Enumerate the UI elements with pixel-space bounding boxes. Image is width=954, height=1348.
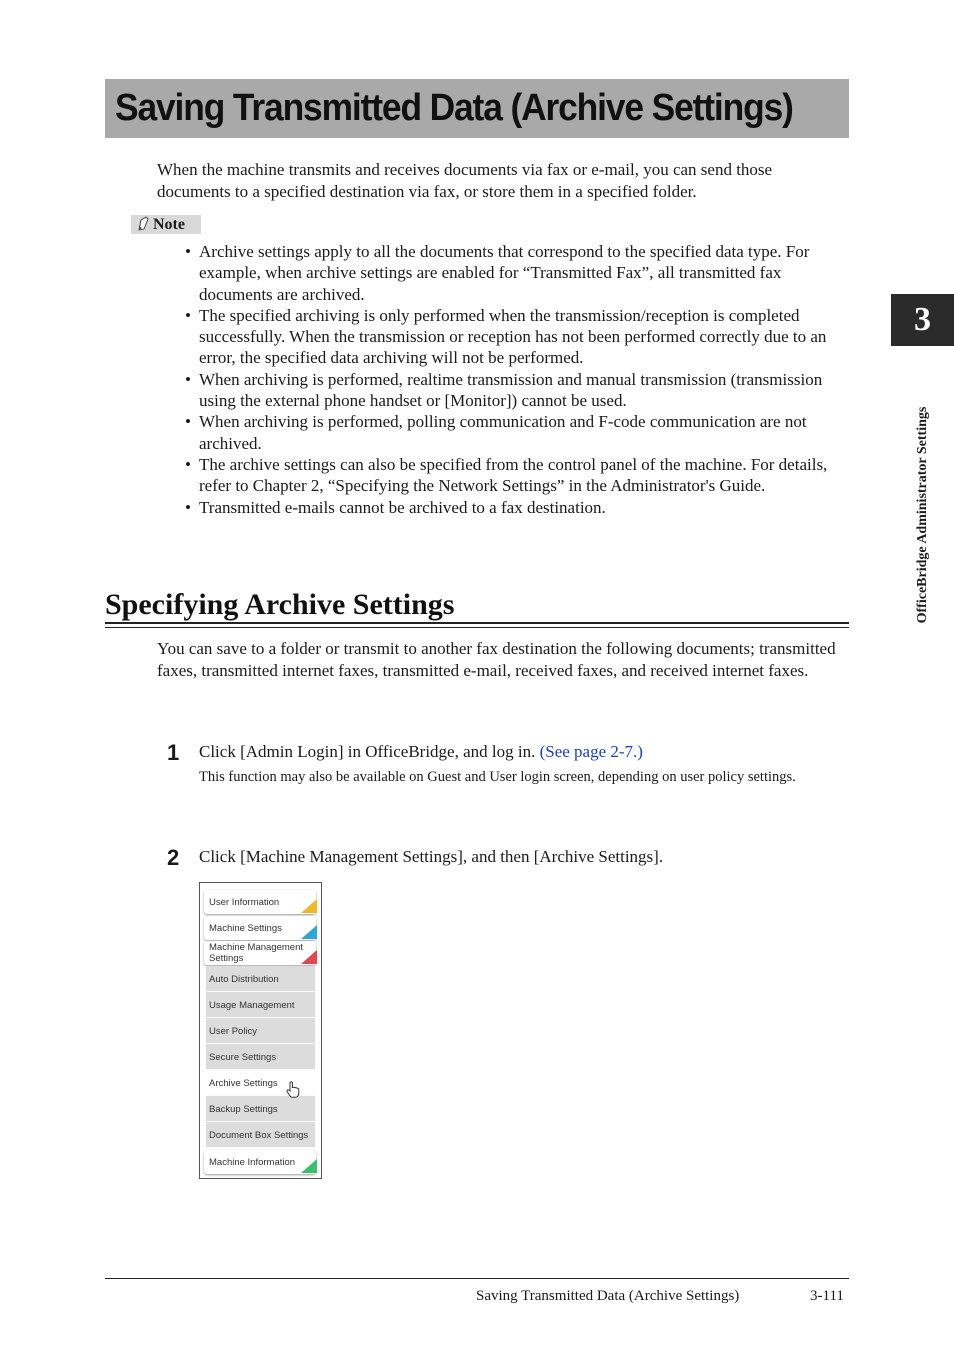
menu-item-machine-information[interactable]: Machine Information: [204, 1150, 316, 1174]
step-text-1: [199, 741, 643, 763]
submenu-item-auto-distribution[interactable]: Auto Distribution: [206, 966, 315, 992]
corner-tab-icon: [299, 925, 317, 939]
submenu-item-user-policy[interactable]: User Policy: [206, 1018, 315, 1044]
submenu-item-archive-settings[interactable]: Archive Settings: [206, 1070, 315, 1096]
chapter-side-label-wrap: [908, 357, 938, 673]
chapter-tab: 3: [891, 294, 954, 346]
step-number-2: 2: [167, 845, 180, 870]
note-item: • When archiving is performed, polling communication and F-code communication are not archived.: [183, 411, 851, 454]
submenu-item-usage-management[interactable]: Usage Management: [206, 992, 315, 1018]
footer-title: Saving Transmitted Data (Archive Settings): [476, 1288, 740, 1304]
note-item: • Transmitted e-mails cannot be archived to a fax destination.: [183, 497, 851, 518]
hand-cursor-icon: [286, 1081, 300, 1098]
chapter-side-label: OfficeBridge Administrator Settings: [915, 406, 930, 624]
note-badge: [131, 215, 201, 234]
note-item: • The archive settings can also be specified from the control panel of the machine. For details, refer to Chapter 2, “Specifying the Network Settings” in the Administrator's Guide.: [183, 454, 851, 497]
note-item: • The specified archiving is only performed when the transmission/reception is completed successfully. When the transmission or reception has not been performed correctly due to an error, the specified data archiving will not be performed.: [183, 305, 851, 369]
note-label: Note: [153, 216, 185, 233]
menu-item-machine-settings[interactable]: Machine Settings: [204, 916, 316, 940]
step-instruction-1: Click [Admin Login] in OfficeBridge, and log in.: [199, 742, 536, 761]
admin-menu-screenshot: [199, 882, 322, 1179]
step-number-1: 1: [167, 740, 180, 765]
submenu-item-backup-settings[interactable]: Backup Settings: [206, 1096, 315, 1122]
corner-tab-icon: [299, 1159, 317, 1173]
section-rule-thin: [105, 627, 849, 628]
corner-tab-icon: [299, 950, 317, 964]
note-item: • When archiving is performed, realtime transmission and manual transmission (transmission using the external phone handset or [Monitor]) cannot be used.: [183, 369, 851, 412]
corner-tab-icon: [299, 899, 317, 913]
see-page-link[interactable]: (See page 2-7.): [539, 742, 643, 761]
section-paragraph: You can save to a folder or transmit to another fax destination the following documents; transmitted faxes, transmitted internet faxes, transmitted e-mail, received faxes, and received internet faxes.: [157, 639, 836, 680]
intro-paragraph: When the machine transmits and receives documents via fax or e-mail, you can send those documents to a specified destination via fax, or store them in a specified folder.: [157, 160, 773, 201]
section-rule: [105, 622, 849, 624]
submenu-item-secure-settings[interactable]: Secure Settings: [206, 1044, 315, 1070]
pencil-icon: [136, 216, 150, 232]
note-list: [183, 241, 851, 518]
footer-rule: [105, 1278, 849, 1279]
menu-item-user-information[interactable]: User Information: [204, 890, 316, 914]
page-number: 3-111: [810, 1288, 844, 1304]
page-title-bar: [105, 79, 849, 138]
page-title: Saving Transmitted Data (Archive Settings): [115, 87, 793, 129]
step-text-2: Click [Machine Management Settings], and then [Archive Settings].: [199, 847, 664, 866]
note-item: • Archive settings apply to all the documents that correspond to the specified data type. For example, when archive settings are enabled for “Transmitted Fax”, all transmitted fax documents are archived.: [183, 241, 851, 305]
step-note-1: This function may also be available on Guest and User login screen, depending on user policy settings.: [199, 769, 796, 785]
section-title: Specifying Archive Settings: [105, 588, 455, 621]
submenu-item-document-box-settings[interactable]: Document Box Settings: [206, 1122, 315, 1148]
menu-item-machine-management-settings[interactable]: Machine Management Settings: [204, 941, 316, 965]
